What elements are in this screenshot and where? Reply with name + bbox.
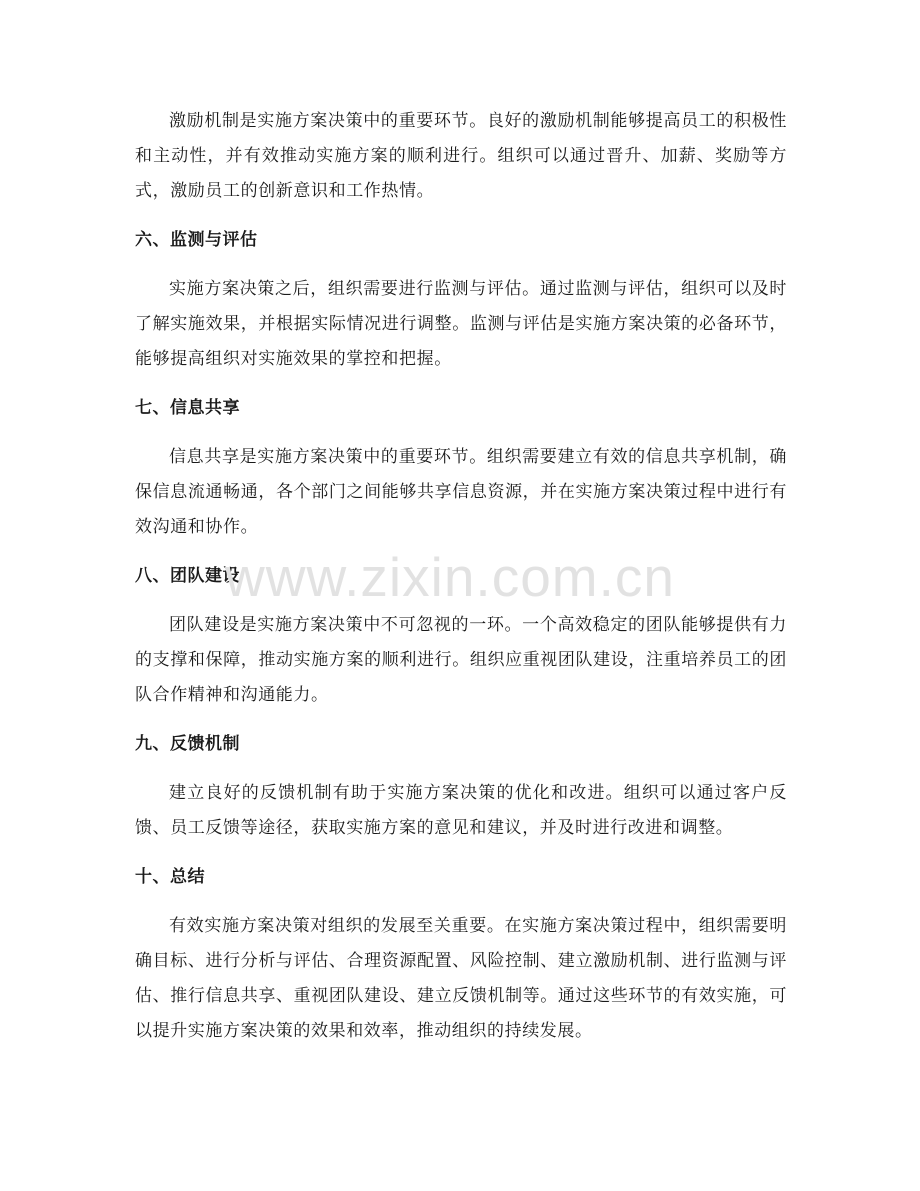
paragraph-summary: 有效实施方案决策对组织的发展至关重要。在实施方案决策过程中，组织需要明确目标、进行分析与评估、合理资源配置、风险控制、建立激励机制、进行监测与评估、推行信息共享、重视团队建设、建立反馈机制等。通过这些环节的有效实施，可以提升实施方案决策的效果和效率，推动组织的持续发展。 xyxy=(135,916,787,1041)
heading-feedback: 九、反馈机制 xyxy=(135,734,240,754)
heading-team-building: 八、团队建设 xyxy=(135,566,240,586)
paragraph-feedback: 建立良好的反馈机制有助于实施方案决策的优化和改进。组织可以通过客户反馈、员工反馈等途径，获取实施方案的意见和建议，并及时进行改进和调整。 xyxy=(135,783,787,838)
heading-summary: 十、总结 xyxy=(135,867,205,887)
document-body xyxy=(135,104,787,1049)
paragraph-team-building: 团队建设是实施方案决策中不可忽视的一环。一个高效稳定的团队能够提供有力的支撑和保障，推动实施方案的顺利进行。组织应重视团队建设，注重培养员工的团队合作精神和沟通能力。 xyxy=(135,615,787,705)
heading-monitoring: 六、监测与评估 xyxy=(135,230,258,250)
paragraph-incentive: 激励机制是实施方案决策中的重要环节。良好的激励机制能够提高员工的积极性和主动性，并有效推动实施方案的顺利进行。组织可以通过晋升、加薪、奖励等方式，激励员工的创新意识和工作热情。 xyxy=(135,111,787,201)
paragraph-info-sharing: 信息共享是实施方案决策中的重要环节。组织需要建立有效的信息共享机制，确保信息流通畅通，各个部门之间能够共享信息资源，并在实施方案决策过程中进行有效沟通和协作。 xyxy=(135,447,787,537)
watermark-text: www.zixin.com.cn xyxy=(225,546,675,608)
heading-info-sharing: 七、信息共享 xyxy=(135,398,240,418)
paragraph-monitoring: 实施方案决策之后，组织需要进行监测与评估。通过监测与评估，组织可以及时了解实施效果，并根据实际情况进行调整。监测与评估是实施方案决策的必备环节，能够提高组织对实施效果的掌控和把握。 xyxy=(135,279,787,369)
